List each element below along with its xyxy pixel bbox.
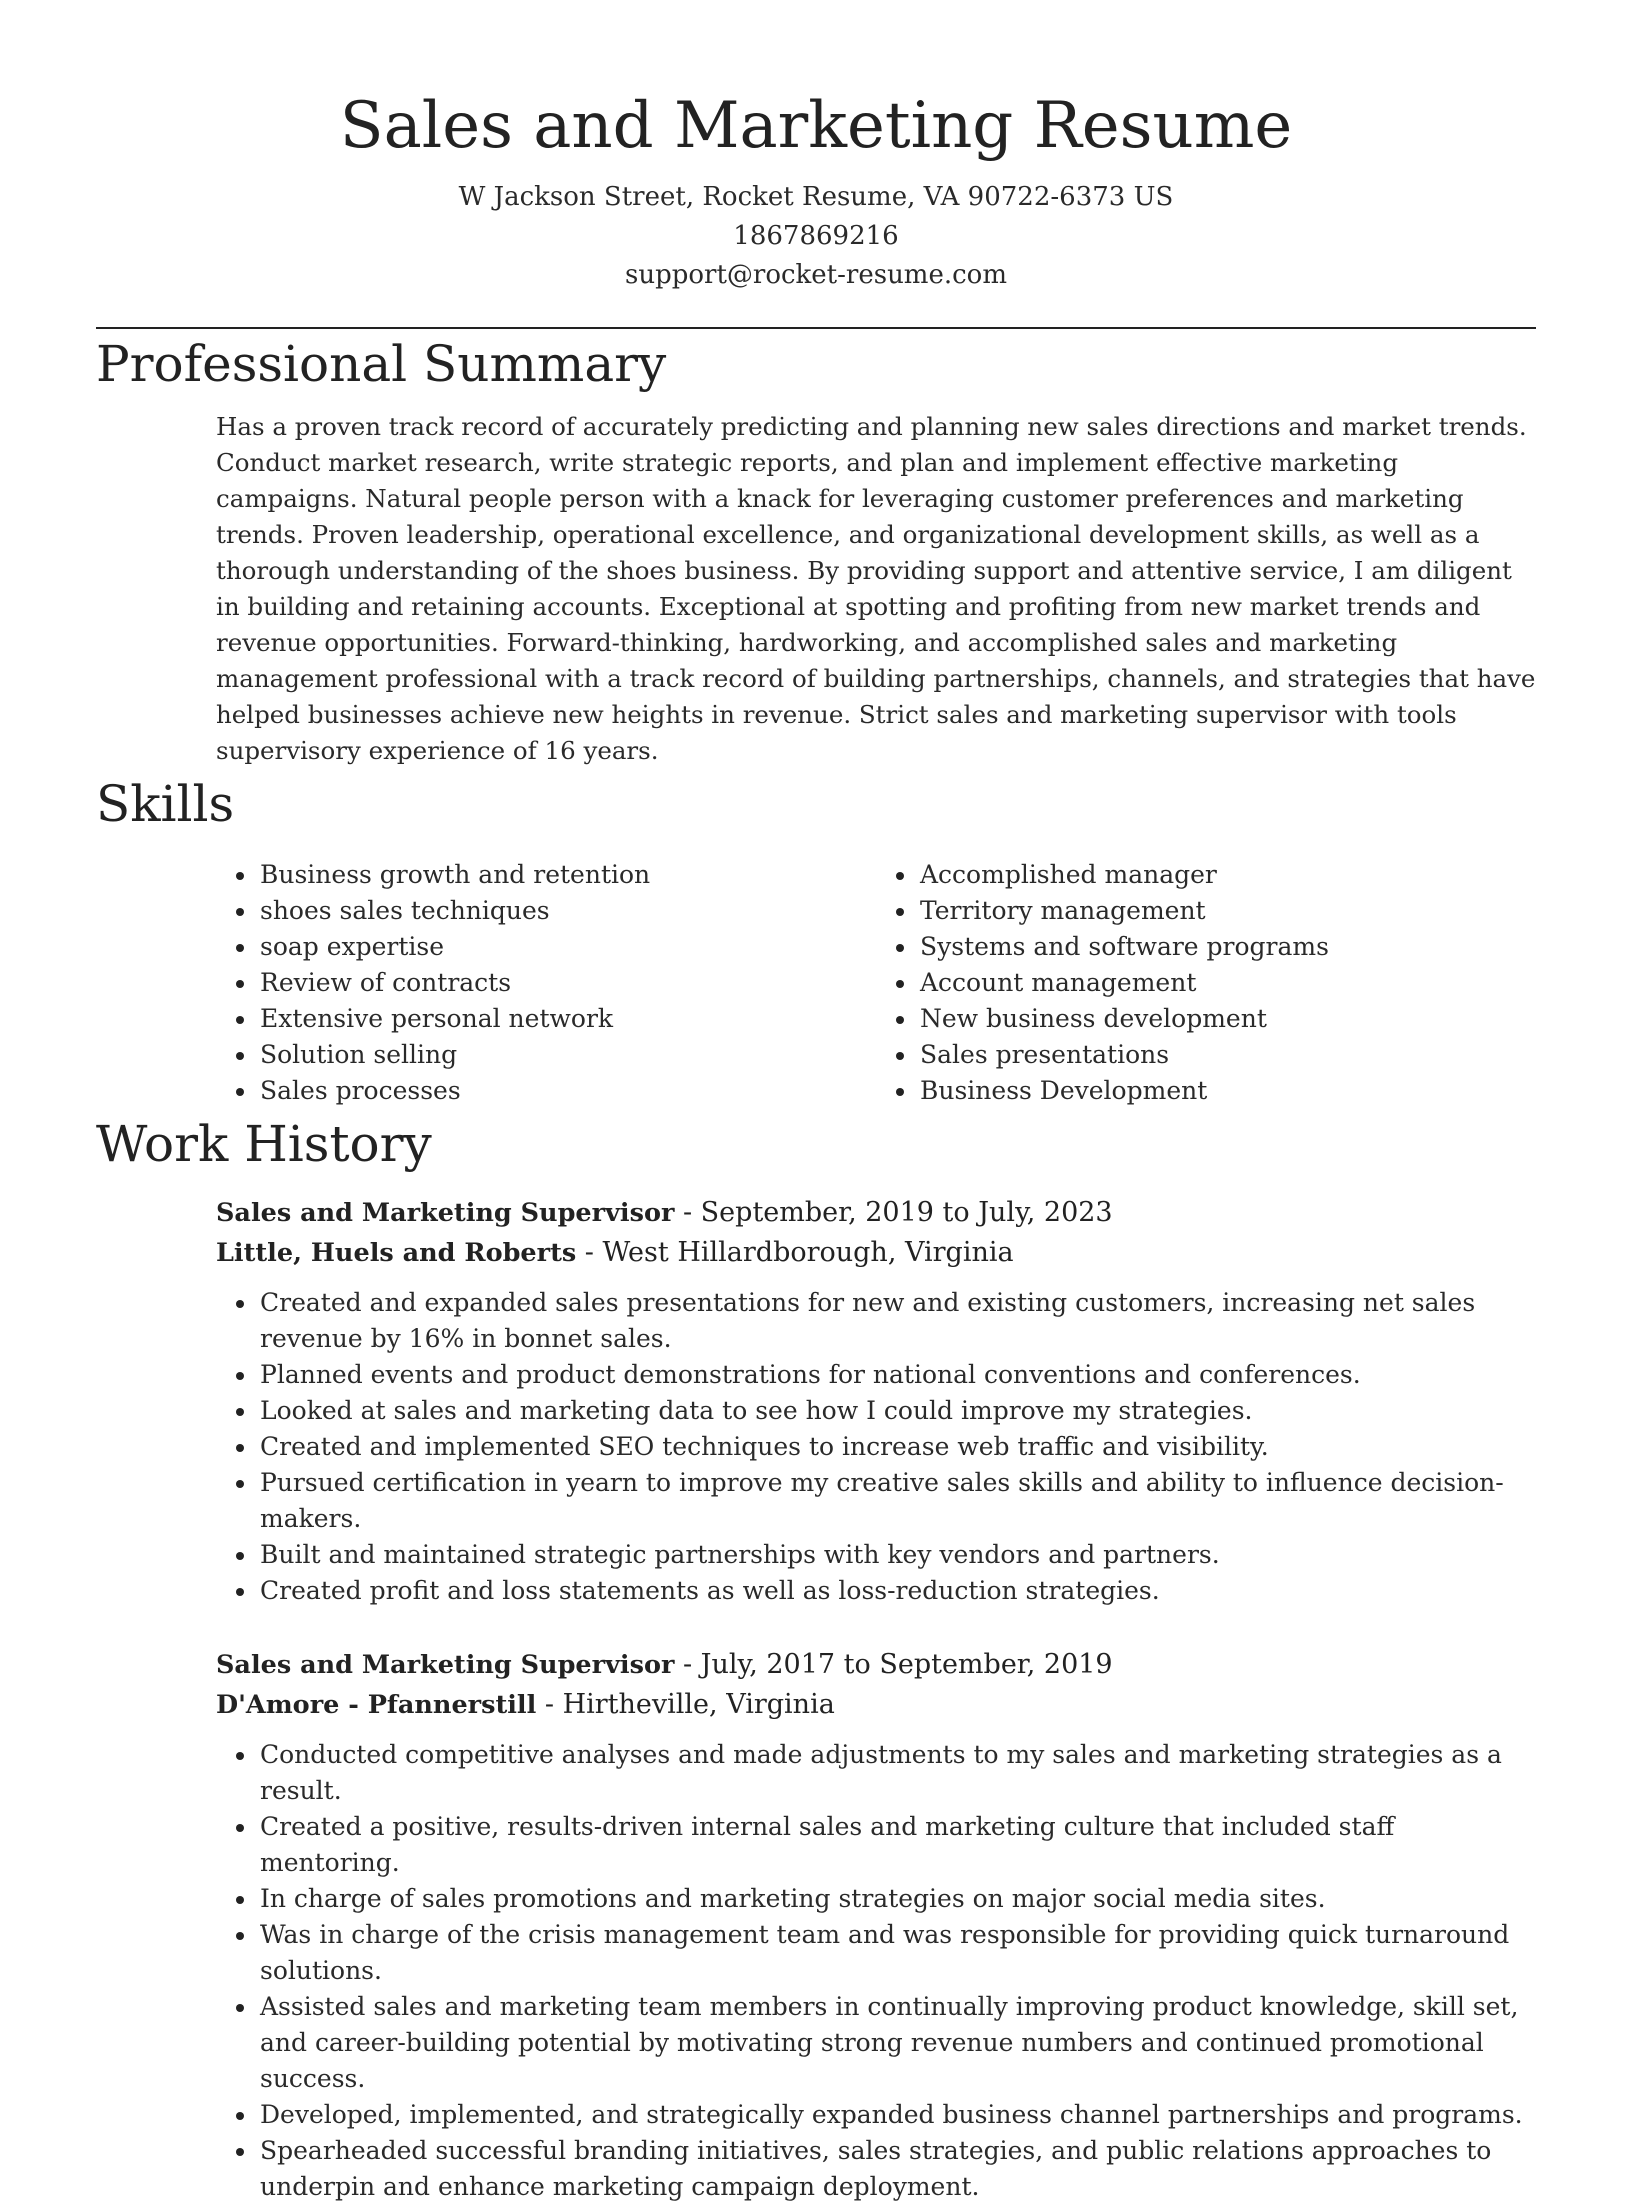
- job-bullet: Planned events and product demonstrations for national conventions and conferences.: [260, 1357, 1536, 1393]
- skill-item: Review of contracts: [260, 965, 876, 1001]
- resume-page: [96, 0, 1536, 2205]
- job-bullet: Developed, implemented, and strategically expanded business channel partnerships and programs.: [260, 2097, 1536, 2133]
- skill-item: New business development: [920, 1001, 1536, 1037]
- job-bullet: Looked at sales and marketing data to see how I could improve my strategies.: [260, 1393, 1536, 1429]
- summary-text: Has a proven track record of accurately predicting and planning new sales directions and market trends. Conduct market research, write strategic reports, and plan and implement effective marketing campaigns. Natural people person with a knack for leveraging customer preferences and marketing trends. Proven leadership, operational excellence, and organizational development skills, as well as a thorough understanding of the shoes business. By providing support and attentive service, I am diligent in building and retaining accounts. Exceptional at spotting and profiting from new market trends and revenue opportunities. Forward-thinking, hardworking, and accomplished sales and marketing management professional with a track record of building partnerships, channels, and strategies that have helped businesses achieve new heights in revenue. Strict sales and marketing supervisor with tools supervisory experience of 16 years.: [216, 412, 1536, 765]
- skill-item: Solution selling: [260, 1037, 876, 1073]
- skill-item: Business Development: [920, 1073, 1536, 1109]
- summary-section: [96, 329, 1536, 769]
- job-entry: [216, 1645, 1536, 2205]
- job-bullet: Created and implemented SEO techniques to increase web traffic and visibility.: [260, 1429, 1536, 1465]
- contact-block: [96, 178, 1536, 295]
- job-company-line: [216, 1685, 1536, 1725]
- job-company-line: [216, 1233, 1536, 1273]
- job-bullet: Pursued certification in yearn to improve my creative sales skills and ability to influence decision-makers.: [260, 1465, 1536, 1537]
- job-bullet: Created and expanded sales presentations for new and existing customers, increasing net sales revenue by 16% in bonnet sales.: [260, 1285, 1536, 1357]
- job-position: Sales and Marketing Supervisor: [216, 1650, 675, 1680]
- job-location: - West Hillardborough, Virginia: [576, 1237, 1014, 1268]
- skills-heading: Skills: [96, 775, 235, 833]
- job-title-line: [216, 1645, 1536, 1685]
- skill-item: soap expertise: [260, 929, 876, 965]
- skill-item: Systems and software programs: [920, 929, 1536, 965]
- candidate-name: Sales and Marketing Resume: [339, 89, 1293, 163]
- job-bullet: Assisted sales and marketing team members in continually improving product knowledge, skill set, and career-building potential by motivating strong revenue numbers and continued promotional success.: [260, 1989, 1536, 2097]
- job-bullet: Created profit and loss statements as well as loss-reduction strategies.: [260, 1573, 1536, 1609]
- summary-heading: Professional Summary: [96, 335, 667, 393]
- phone: 1867869216: [733, 221, 899, 251]
- skill-item: Sales presentations: [920, 1037, 1536, 1073]
- job-position: Sales and Marketing Supervisor: [216, 1198, 675, 1228]
- job-bullet: In charge of sales promotions and marketing strategies on major social media sites.: [260, 1881, 1536, 1917]
- skills-grid: [216, 857, 1536, 1109]
- job-bullet: Was in charge of the crisis management team and was responsible for providing quick turnaround solutions.: [260, 1917, 1536, 1989]
- skills-section: [96, 769, 1536, 1109]
- work-history-heading: Work History: [96, 1115, 432, 1173]
- job-dates: - September, 2019 to July, 2023: [674, 1197, 1113, 1228]
- resume-header: [96, 0, 1536, 295]
- job-bullet: Created a positive, results-driven internal sales and marketing culture that included staff mentoring.: [260, 1809, 1536, 1881]
- job-location: - Hirtheville, Virginia: [536, 1689, 835, 1720]
- job-bullet: Built and maintained strategic partnerships with key vendors and partners.: [260, 1537, 1536, 1573]
- skill-item: Business growth and retention: [260, 857, 876, 893]
- job-company: Little, Huels and Roberts: [216, 1238, 577, 1268]
- job-bullet: Conducted competitive analyses and made adjustments to my sales and marketing strategies as a result.: [260, 1737, 1536, 1809]
- job-title-line: [216, 1193, 1536, 1233]
- skill-item: Sales processes: [260, 1073, 876, 1109]
- job-dates: - July, 2017 to September, 2019: [674, 1649, 1113, 1680]
- skills-column-right: [876, 857, 1536, 1109]
- email: support@rocket-resume.com: [624, 260, 1007, 290]
- job-company: D'Amore - Pfannerstill: [216, 1690, 537, 1720]
- job-bullets: [216, 1285, 1536, 1609]
- skill-item: Territory management: [920, 893, 1536, 929]
- address: W Jackson Street, Rocket Resume, VA 90722-6373 US: [458, 182, 1174, 212]
- job-entry: [216, 1193, 1536, 1609]
- job-bullet: Spearheaded successful branding initiatives, sales strategies, and public relations approaches to underpin and enhance marketing campaign deployment.: [260, 2133, 1536, 2205]
- work-history-section: [96, 1109, 1536, 2205]
- job-bullets: [216, 1737, 1536, 2205]
- skill-item: Extensive personal network: [260, 1001, 876, 1037]
- skill-item: Accomplished manager: [920, 857, 1536, 893]
- skills-column-left: [216, 857, 876, 1109]
- skill-item: Account management: [920, 965, 1536, 1001]
- skill-item: shoes sales techniques: [260, 893, 876, 929]
